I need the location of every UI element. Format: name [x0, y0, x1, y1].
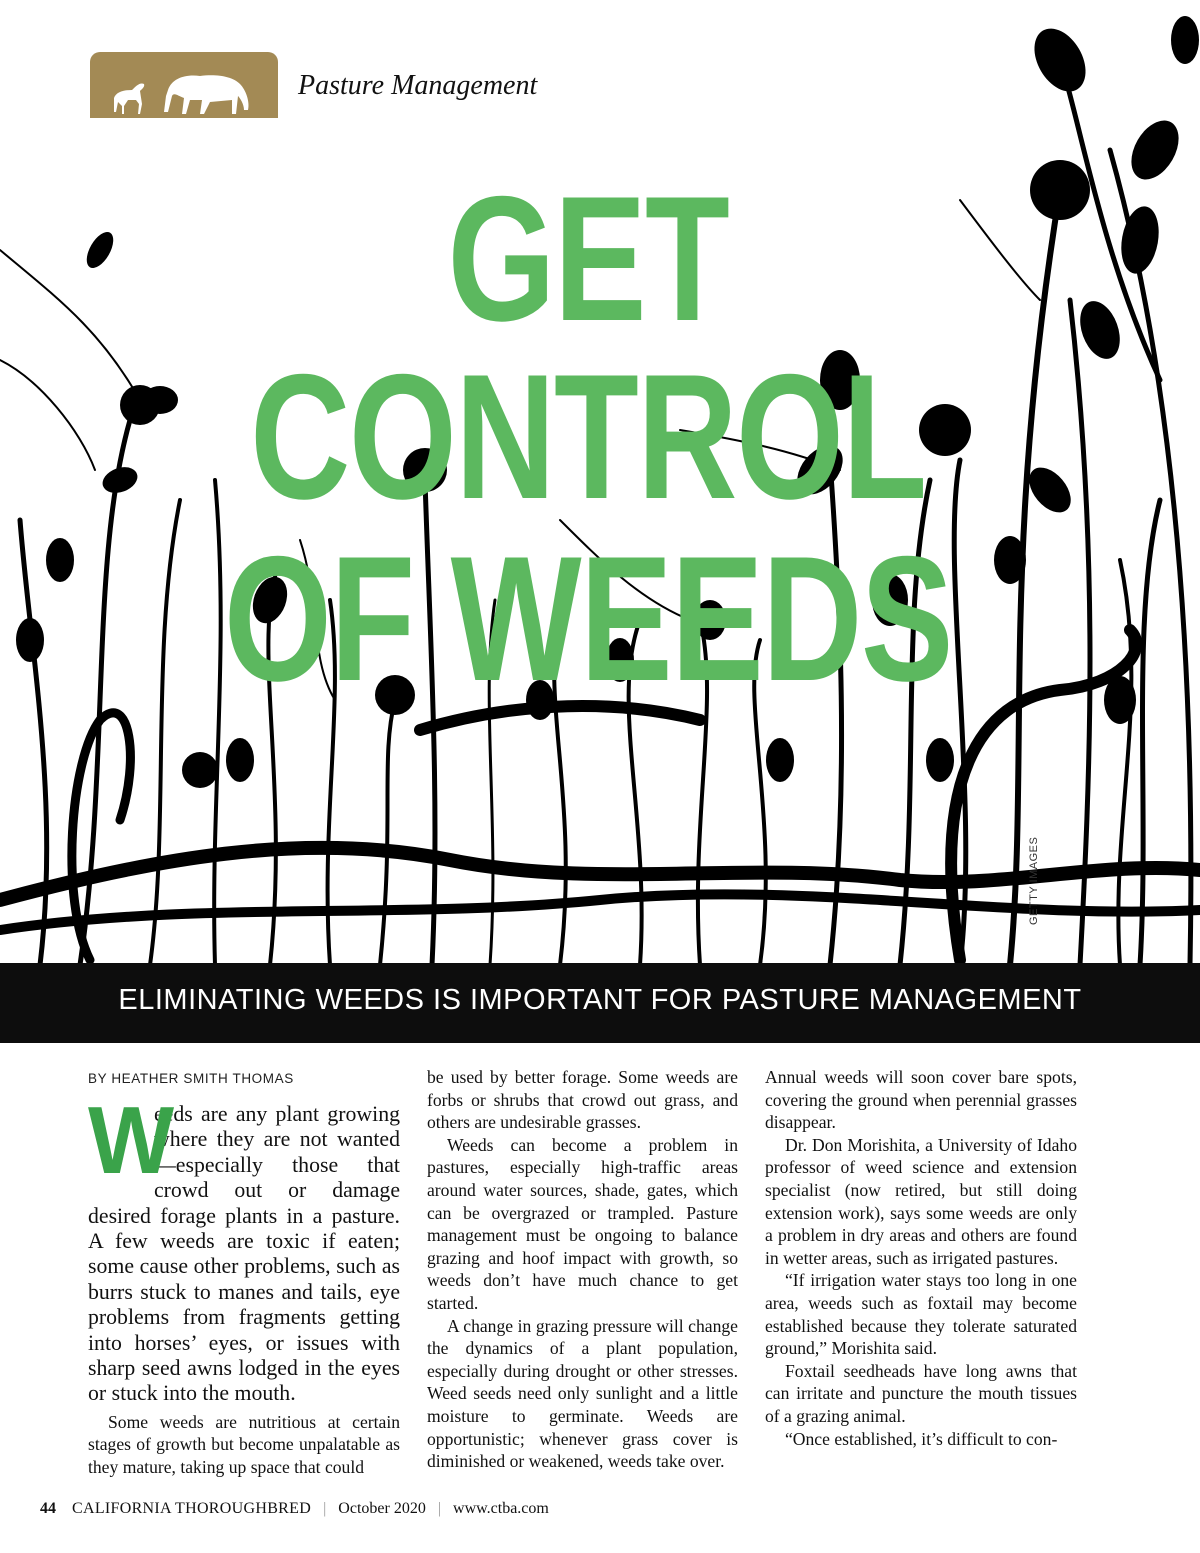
- paragraph-1: Some weeds are nutritious at certain stages of growth but become unpalatable as they mature, taking up space that could: [88, 1411, 400, 1478]
- footer-divider: |: [323, 1500, 327, 1517]
- deck-subtitle: ELIMINATING WEEDS IS IMPORTANT FOR PASTURE MANAGEMENT: [118, 984, 1082, 1016]
- article-column-2: [427, 1066, 738, 1473]
- paragraph-6: “If irrigation water stays too long in one area, weeds such as foxtail may become established because they tolerate saturated ground,” Morishita said.: [765, 1270, 1077, 1359]
- article-column-3: [765, 1066, 1077, 1450]
- website-link[interactable]: www.ctba.com: [453, 1500, 549, 1517]
- section-badge: [90, 52, 278, 118]
- paragraph-4: Annual weeds will soon cover bare spots, covering the ground when perennial grasses disappear.: [765, 1067, 1077, 1133]
- paragraph-1-continued: be used by better forage. Some weeds are forbs or shrubs that crowd out grass, and others are undesirable grasses.: [427, 1067, 738, 1133]
- publication-name: CALIFORNIA THOROUGHBRED: [72, 1500, 312, 1517]
- issue-date: October 2020: [338, 1500, 426, 1517]
- headline-line-1: GET CONTROL: [250, 159, 926, 536]
- photo-credit: GETTY IMAGES: [1028, 836, 1040, 925]
- page-footer: [40, 1500, 549, 1518]
- horse-and-foal-icon: [90, 52, 278, 118]
- paragraph-8: “Once established, it’s difficult to con-: [785, 1428, 1058, 1449]
- byline: BY HEATHER SMITH THOMAS: [88, 1071, 294, 1086]
- article-column-1: [88, 1066, 400, 1479]
- paragraph-7: Foxtail seedheads have long awns that can irritate and puncture the mouth tissues of a grazing animal.: [765, 1360, 1077, 1426]
- headline: [120, 159, 1056, 718]
- lead-paragraph: [88, 1087, 400, 1407]
- section-label: Pasture Management: [298, 70, 538, 101]
- paragraph-3: A change in grazing pressure will change the dynamics of a plant population, especially during drought or other stresses. Weed seeds need only sunlight and a little moisture to germinate. Weeds are opportunistic; whenever grass cover is diminished or weakened, weeds take over.: [427, 1315, 738, 1472]
- headline-line-2: OF WEEDS: [223, 519, 952, 718]
- paragraph-5: Dr. Don Morishita, a University of Idaho professor of weed science and extension specialist (now retired, but still doing extension work), says some weeds are only a problem in dry areas and others are found in wetter areas, such as irrigated pastures.: [765, 1134, 1077, 1268]
- footer-divider: |: [437, 1500, 442, 1517]
- page-number: 44: [40, 1500, 56, 1517]
- paragraph-2: Weeds can become a problem in pastures, especially high-traffic areas around water sources, shade, gates, which can be overgrazed or trampled. Pasture management must be ongoing to balance grazing and hoof impact with growth, so weeds don’t have much chance to get started.: [427, 1134, 738, 1313]
- drop-cap: W: [88, 1087, 175, 1194]
- lead-text: eeds are any plant growing where they are not wanted—especially those that crowd out or damage desired forage plants in a pasture. A few weeds are toxic if eaten; some cause other problems, such as burrs stuck to manes and tails, eye problems from fragments getting into horses’ eyes, or issues with sharp seed awns lodged in the eyes or stuck into the mouth.: [88, 1102, 400, 1406]
